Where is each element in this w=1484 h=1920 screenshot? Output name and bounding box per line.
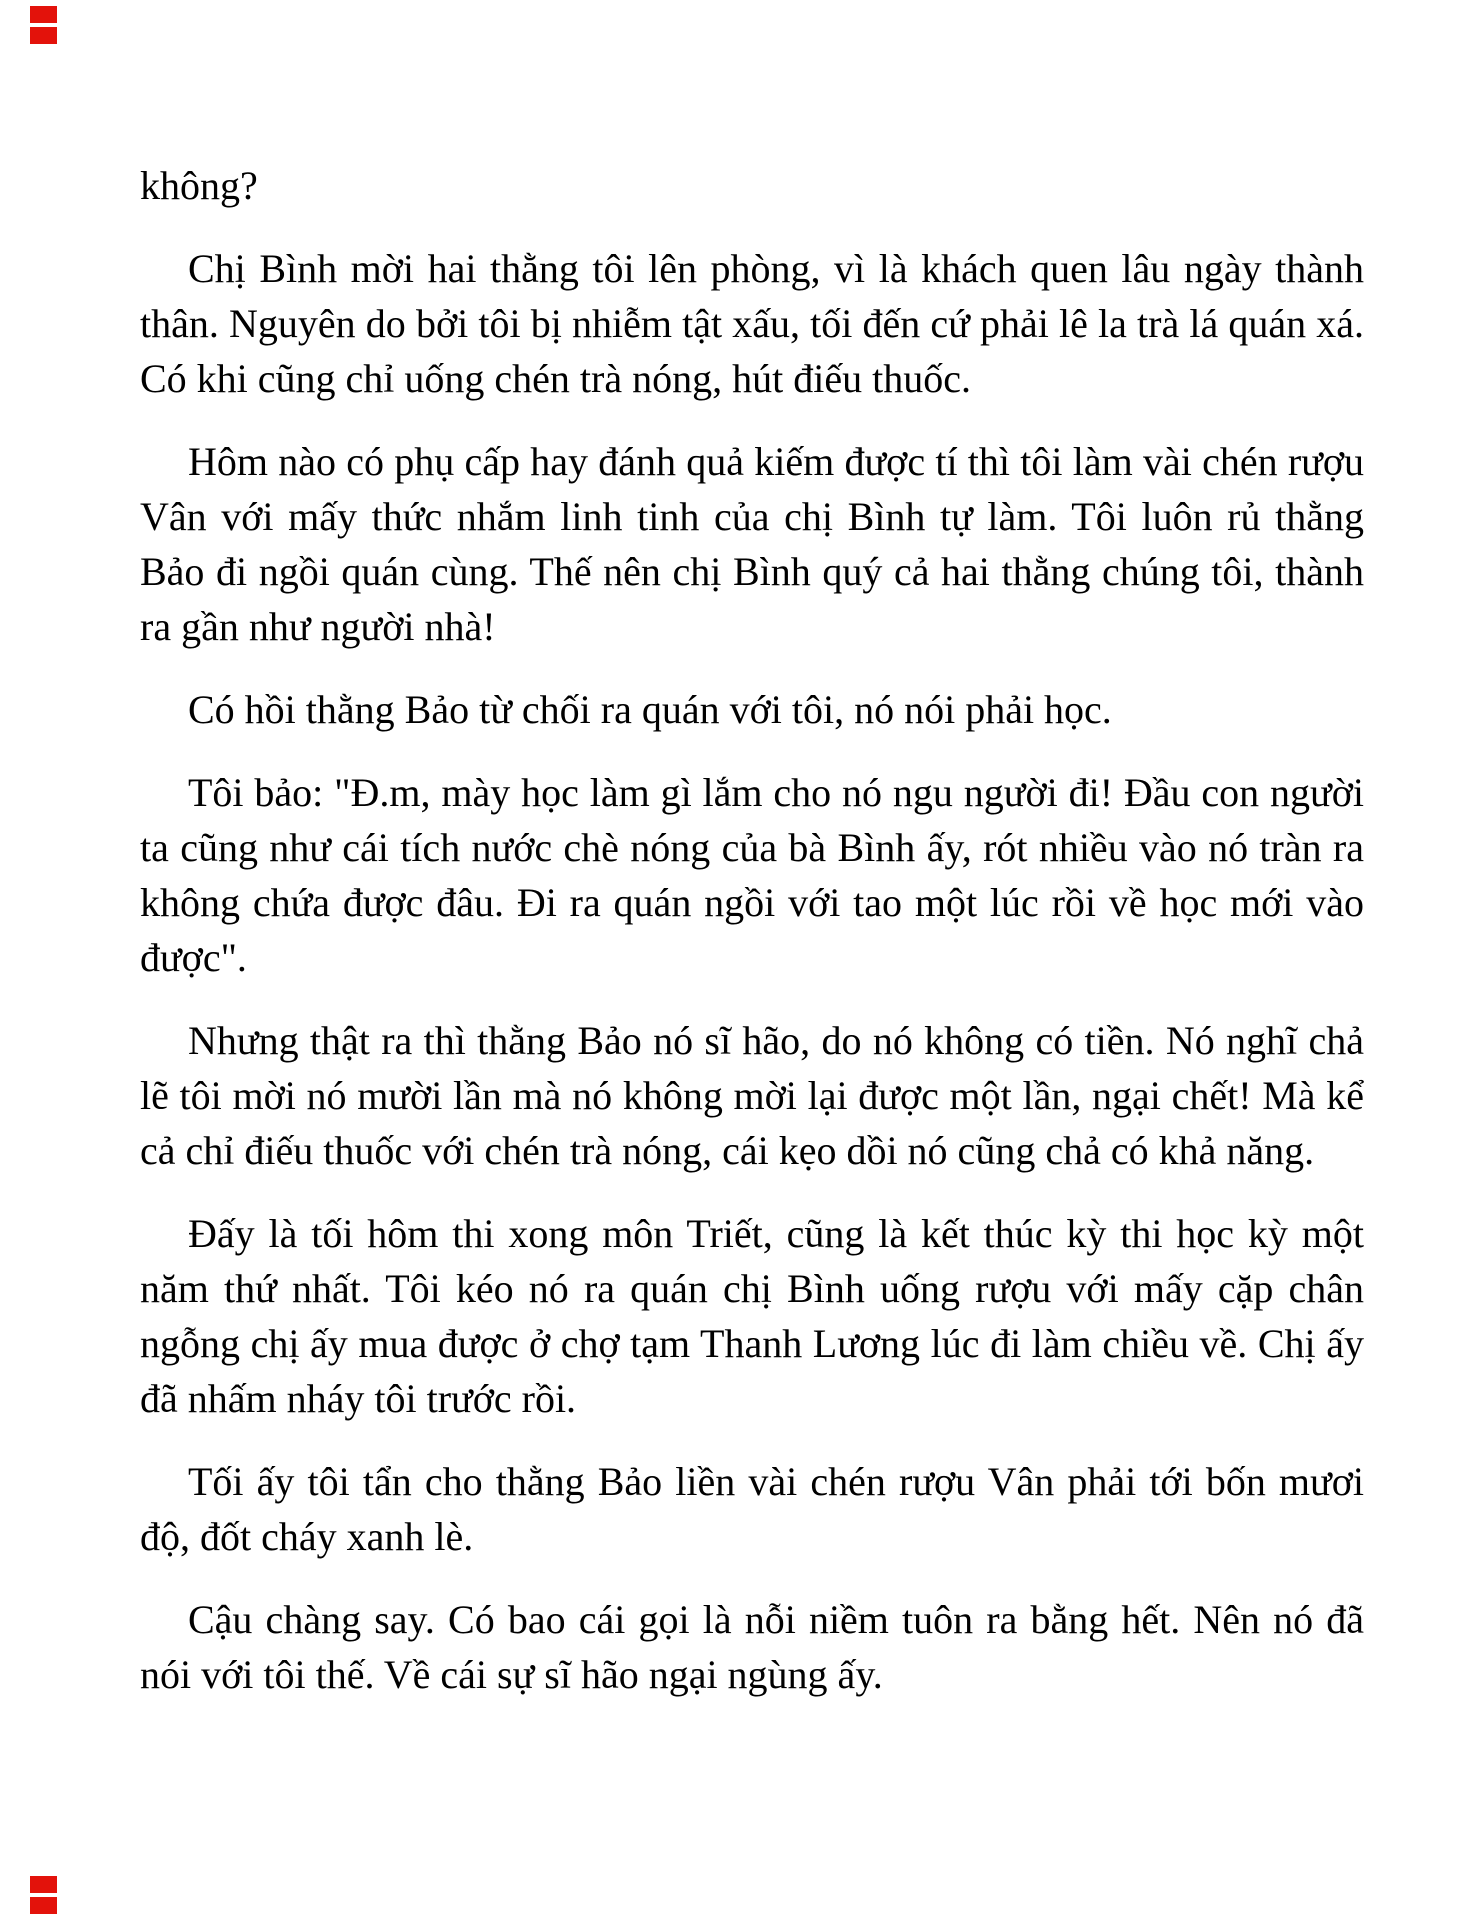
red-corner-mark-bottom-left	[30, 1876, 57, 1914]
paragraph: Tối ấy tôi tẩn cho thằng Bảo liền vài chén rượu Vân phải tới bốn mươi độ, đốt cháy xanh lè.	[140, 1459, 1364, 1559]
red-corner-mark-top-left	[30, 6, 57, 44]
red-mark-bar	[30, 1876, 57, 1893]
paragraph: Nhưng thật ra thì thằng Bảo nó sĩ hão, do nó không có tiền. Nó nghĩ chả lẽ tôi mời nó mười lần mà nó không mời lại được một lần, ngại chết! Mà kể cả chỉ điếu thuốc với chén trà nóng, cái kẹo dồi nó cũng chả có khả năng.	[140, 1018, 1364, 1173]
paragraph: Tôi bảo: "Đ.m, mày học làm gì lắm cho nó ngu người đi! Đầu con người ta cũng như cái tích nước chè nóng của bà Bình ấy, rót nhiều vào nó tràn ra không chứa được đâu. Đi ra quán ngồi với tao một lúc rồi về học mới vào được".	[140, 770, 1364, 980]
paragraph: Hôm nào có phụ cấp hay đánh quả kiếm được tí thì tôi làm vài chén rượu Vân với mấy thức nhắm linh tinh của chị Bình tự làm. Tôi luôn rủ thằng Bảo đi ngồi quán cùng. Thế nên chị Bình quý cả hai thằng chúng tôi, thành ra gần như người nhà!	[140, 439, 1364, 649]
red-mark-bar	[30, 6, 57, 23]
paragraph: Đấy là tối hôm thi xong môn Triết, cũng là kết thúc kỳ thi học kỳ một năm thứ nhất. Tôi kéo nó ra quán chị Bình uống rượu với mấy cặp chân ngỗng chị ấy mua được ở chợ tạm Thanh Lương lúc đi làm chiều về. Chị ấy đã nhấm nháy tôi trước rồi.	[140, 1211, 1364, 1421]
red-mark-bar	[30, 27, 57, 44]
paragraph: Cậu chàng say. Có bao cái gọi là nỗi niềm tuôn ra bằng hết. Nên nó đã nói với tôi thế. Về cái sự sĩ hão ngại ngùng ấy.	[140, 1597, 1364, 1697]
page-text-block	[140, 158, 1364, 1730]
red-mark-bar	[30, 1897, 57, 1914]
paragraph: Có hồi thằng Bảo từ chối ra quán với tôi, nó nói phải học.	[188, 687, 1112, 732]
paragraph: Chị Bình mời hai thằng tôi lên phòng, vì là khách quen lâu ngày thành thân. Nguyên do bởi tôi bị nhiễm tật xấu, tối đến cứ phải lê la trà lá quán xá. Có khi cũng chỉ uống chén trà nóng, hút điếu thuốc.	[140, 246, 1364, 401]
continuation-line: không?	[140, 163, 258, 208]
